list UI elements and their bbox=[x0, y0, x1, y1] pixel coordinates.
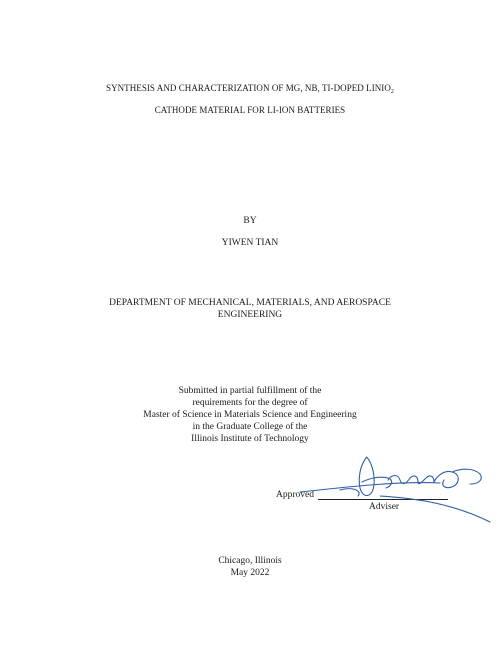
submission-line-5: Illinois Institute of Technology bbox=[191, 434, 309, 444]
submission-line-2: requirements for the degree of bbox=[192, 398, 308, 408]
department-line-1: DEPARTMENT OF MECHANICAL, MATERIALS, AND AEROSPACE bbox=[109, 298, 391, 308]
location: Chicago, Illinois bbox=[218, 556, 282, 566]
author-name: YIWEN TIAN bbox=[221, 238, 279, 248]
department-line-2: ENGINEERING bbox=[217, 310, 283, 320]
submission-line-1: Submitted in partial fulfillment of the bbox=[178, 386, 322, 396]
by-label: BY bbox=[243, 216, 257, 226]
approved-label: Approved bbox=[276, 490, 314, 500]
adviser-signature bbox=[300, 452, 500, 527]
submission-line-4: in the Graduate College of the bbox=[192, 422, 308, 432]
date: May 2022 bbox=[230, 568, 270, 578]
title-line-1-main: SYNTHESIS AND CHARACTERIZATION OF MG, NB, TI-DOPED LINIO bbox=[106, 83, 391, 93]
submission-line-3: Master of Science in Materials Science and Engineering bbox=[143, 410, 357, 420]
title-subscript: 2 bbox=[390, 89, 394, 95]
adviser-label: Adviser bbox=[369, 502, 400, 512]
title-line-2: CATHODE MATERIAL FOR LI-ION BATTERIES bbox=[154, 105, 346, 115]
